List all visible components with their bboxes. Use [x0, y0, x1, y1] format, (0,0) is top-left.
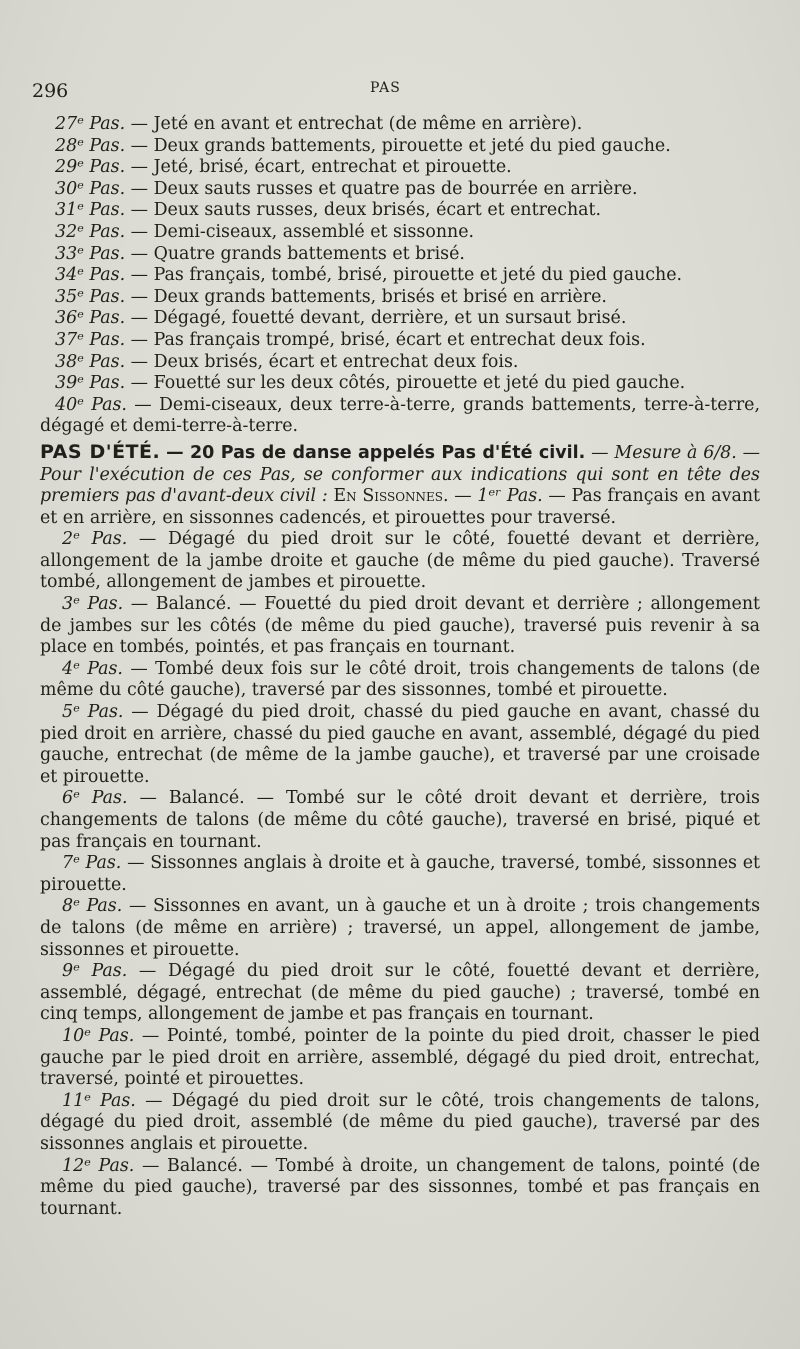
- pas-number: 30ᵉ Pas.: [55, 178, 126, 199]
- page-number: 296: [32, 80, 69, 102]
- paragraph: [40, 961, 760, 1026]
- paragraph: [40, 659, 760, 702]
- pas-list: [40, 114, 760, 438]
- pas-number: 4ᵉ Pas.: [62, 658, 123, 679]
- section-first-label: En Sissonnes.: [333, 486, 449, 507]
- pas-number: 36ᵉ Pas.: [55, 308, 126, 329]
- paragraph: [40, 1091, 760, 1156]
- list-item: [40, 330, 760, 352]
- pas-number: 34ᵉ Pas.: [55, 265, 126, 286]
- list-item: [40, 200, 760, 222]
- pas-description: — Jeté en avant et entrechat (de même en arrière).: [130, 114, 583, 134]
- pas-description: — Pas français trompé, brisé, écart et entrechat deux fois.: [130, 329, 646, 350]
- page-body: [40, 114, 760, 1220]
- section-subtitle: — 20 Pas de danse appelés Pas d'Été civil.: [166, 442, 586, 463]
- pas-number: 5ᵉ Pas.: [62, 702, 124, 723]
- list-item: [40, 373, 760, 395]
- list-item: [40, 157, 760, 179]
- list-item: [40, 308, 760, 330]
- pas-description: — Jeté, brisé, écart, entrechat et pirouette.: [130, 157, 512, 178]
- pas-number: 28ᵉ Pas.: [55, 135, 126, 156]
- pas-number: 11ᵉ Pas.: [62, 1090, 136, 1111]
- pas-number: 39ᵉ Pas.: [55, 373, 126, 394]
- list-item: [40, 136, 760, 158]
- pas-description: — Balancé. — Tombé sur le côté droit devant et derrière, trois changements de talons (de même du côté gauche), traversé en brisé, piqué et pas français en tournant.: [40, 788, 760, 852]
- pas-number: 35ᵉ Pas.: [55, 286, 126, 307]
- pas-description: — Deux grands battements, pirouette et jeté du pied gauche.: [130, 135, 671, 156]
- pas-description: — Balancé. — Tombé à droite, un changement de talons, pointé (de même du pied gauche), traversé par des sissonnes, tombé et pas français en tournant.: [40, 1155, 761, 1219]
- pas-description: — Demi-ciseaux, assemblé et sissonne.: [130, 221, 475, 242]
- pas-description: — Deux sauts russes, deux brisés, écart et entrechat.: [130, 200, 602, 221]
- pas-number: 2ᵉ Pas.: [62, 529, 128, 550]
- pas-number: 27ᵉ Pas.: [55, 114, 126, 134]
- pas-number: 38ᵉ Pas.: [55, 351, 126, 372]
- pas-description: — Deux brisés, écart et entrechat deux fois.: [130, 351, 519, 372]
- pas-number: 32ᵉ Pas.: [55, 221, 126, 242]
- section-pas-d-ete: [40, 442, 760, 529]
- list-item: [40, 244, 760, 266]
- paragraph: [40, 1156, 760, 1221]
- list-item: [40, 352, 760, 374]
- section-measure: — Mesure à 6/8. — Pour l'exécution de ces Pas, se conformer aux indications qui sont en tête des premiers pas d'avant-deux civil :: [40, 442, 761, 507]
- pas-description: — Fouetté sur les deux côtés, pirouette et jeté du pied gauche.: [130, 373, 686, 394]
- page-header: [32, 80, 760, 104]
- pas-number: 31ᵉ Pas.: [55, 200, 126, 221]
- pas-number: 7ᵉ Pas.: [62, 853, 122, 874]
- list-item: [40, 114, 760, 136]
- pas-description: — Dégagé du pied droit, chassé du pied gauche en avant, chassé du pied droit en arrière, chassé du pied gauche en avant, assemblé, dégagé du pied gauche, entrechat (de même de la jambe gauche), et traversé par une croisade et pirouette.: [40, 702, 761, 787]
- pas-description: — Sissonnes en avant, un à gauche et un à droite ; trois changements de talons (de même en arrière) ; traversé, un appel, allongement de jambe, sissonnes et pirouette.: [40, 896, 760, 960]
- section-first-text: — Pas français en avant et en arrière, en sissonnes cadencés, et pirouettes pour traversé.: [40, 486, 761, 528]
- pas-description: — Balancé. — Fouetté du pied droit devant et derrière ; allongement de jambes sur les côtés (de même du pied gauche), traversé puis revenir à sa place en tombés, pointés, et pas français en tournant.: [40, 594, 761, 658]
- pas-description: — Dégagé, fouetté devant, derrière, et un sursaut brisé.: [130, 308, 627, 329]
- list-item: [40, 179, 760, 201]
- paragraph: [40, 788, 760, 853]
- paragraph: [40, 1026, 760, 1091]
- running-head: PAS: [370, 80, 401, 96]
- pas-description: — Dégagé du pied droit sur le côté, fouetté devant et derrière, assemblé, dégagé, entrechat (de même du pied gauche) ; traversé, tombé en cinq temps, allongement de jambe et pas français en tournant.: [40, 961, 760, 1025]
- pas-description: — Pointé, tombé, pointer de la pointe du pied droit, chasser le pied gauche par le pied droit en arrière, assemblé, dégagé du pied droit, entrechat, traversé, pointé et pirouettes.: [40, 1025, 760, 1090]
- pas-number: 10ᵉ Pas.: [62, 1025, 135, 1046]
- paragraph: [40, 529, 760, 594]
- pas-description: — Deux sauts russes et quatre pas de bourrée en arrière.: [130, 178, 638, 199]
- pas-number: 37ᵉ Pas.: [55, 329, 126, 350]
- pas-description: — Demi-ciseaux, deux terre-à-terre, grands battements, terre-à-terre, dégagé et demi-terre-à-terre.: [40, 394, 760, 437]
- list-item: [40, 287, 760, 309]
- paragraph: [40, 853, 760, 896]
- pas-description: — Quatre grands battements et brisé.: [130, 243, 465, 264]
- list-item: [40, 222, 760, 244]
- paragraph: [40, 702, 760, 788]
- section-first-num: — 1ᵉʳ Pas.: [454, 486, 543, 507]
- pas-number: 29ᵉ Pas.: [55, 157, 126, 178]
- pas-description: — Tombé deux fois sur le côté droit, trois changements de talons (de même du côté gauche), traversé par des sissonnes, tombé et pirouette.: [40, 658, 760, 701]
- paragraph: [40, 594, 760, 659]
- pas-description: — Deux grands battements, brisés et brisé en arrière.: [130, 286, 607, 307]
- list-item: [40, 265, 760, 287]
- pas-description: — Pas français, tombé, brisé, pirouette et jeté du pied gauche.: [130, 265, 683, 286]
- pas-number: 8ᵉ Pas.: [62, 896, 123, 917]
- pas-number: 3ᵉ Pas.: [62, 594, 124, 615]
- pas-description: — Dégagé du pied droit sur le côté, fouetté devant et derrière, allongement de la jambe droite et gauche (de même du pied gauche). Traversé tombé, allongement de jambes et pirouette.: [40, 529, 760, 593]
- section-title: PAS D'ÉTÉ.: [40, 440, 161, 463]
- pas-number: 9ᵉ Pas.: [62, 961, 128, 982]
- pas-description: — Sissonnes anglais à droite et à gauche, traversé, tombé, sissonnes et pirouette.: [40, 853, 760, 895]
- pas-number: 6ᵉ Pas.: [62, 788, 128, 809]
- paragraph: [40, 896, 760, 961]
- pas-number: 33ᵉ Pas.: [55, 243, 126, 264]
- pas-number: 12ᵉ Pas.: [62, 1155, 135, 1176]
- list-item: [40, 395, 760, 438]
- pas-ete-list: [40, 529, 760, 1220]
- pas-description: — Dégagé du pied droit sur le côté, trois changements de talons, dégagé du pied droit, assemblé (de même du pied gauche), traversé par des sissonnes anglais et pirouette.: [40, 1090, 761, 1154]
- pas-number: 40ᵉ Pas.: [55, 394, 127, 415]
